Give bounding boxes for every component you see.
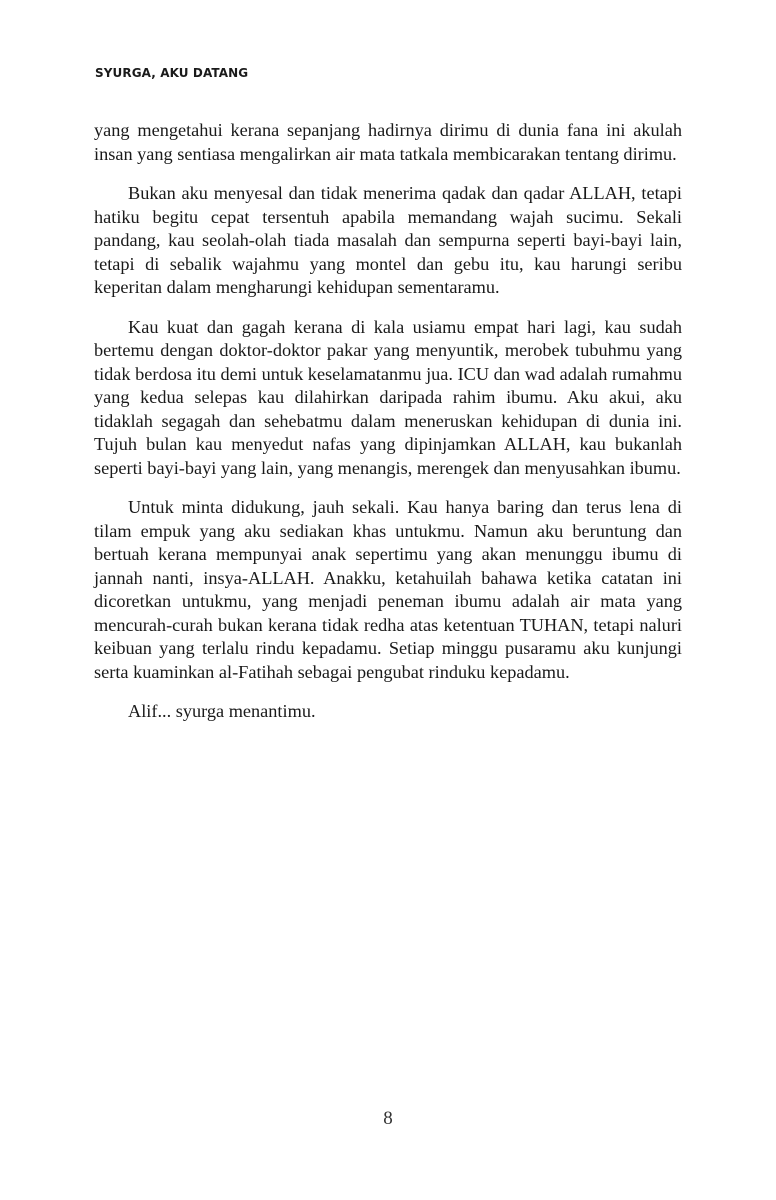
page-number: 8 xyxy=(383,1108,393,1129)
paragraph-1: yang mengetahui kerana sepanjang hadirnya dirimu di dunia fana ini akulah insan yang sentiasa mengalirkan air mata tatkala membicarakan tentang dirimu. xyxy=(94,120,682,164)
paragraph-4: Untuk minta didukung, jauh sekali. Kau hanya baring dan terus lena di tilam empuk yang aku sediakan khas untukmu. Namun aku beruntung dan bertuah kerana mempunyai anak sepertimu yang akan menunggu ibumu di jannah nanti, insya-ALLAH. Anakku, ketahuilah bahawa ketika catatan ini dicoretkan untukmu, yang menjadi peneman ibumu adalah air mata yang mencurah-curah bukan kerana tidak redha atas ketentuan TUHAN, tetapi naluri keibuan yang terlalu rindu kepadamu. Setiap minggu pusaramu aku kunjungi serta kuaminkan al-Fatihah sebagai pengubat rinduku kepadamu. xyxy=(94,497,682,682)
paragraph-2: Bukan aku menyesal dan tidak menerima qadak dan qadar ALLAH, tetapi hatiku begitu cepat tersentuh apabila memandang wajah sucimu. Sekali pandang, kau seolah-olah tiada masalah dan sempurna seperti bayi-bayi lain, tetapi di sebalik wajahmu yang montel dan gebu itu, kau harungi seribu keperitan dalam mengharungi kehidupan sementaramu. xyxy=(94,183,682,297)
paragraph-3: Kau kuat dan gagah kerana di kala usiamu empat hari lagi, kau sudah bertemu dengan doktor-doktor pakar yang menyuntik, merobek tubuhmu yang tidak berdosa itu demi untuk keselamatanmu jua. ICU dan wad adalah rumahmu yang kedua selepas kau dilahirkan daripada rahim ibumu. Aku akui, aku tidaklah segagah dan sehebatmu dalam meneruskan kehidupan di dunia ini. Tujuh bulan kau menyedut nafas yang dipinjamkan ALLAH, kau bukanlah seperti bayi-bayi yang lain, yang menangis, merengek dan menyusahkan ibumu. xyxy=(94,316,682,478)
running-header: SYURGA, AKU DATANG xyxy=(95,66,249,80)
body-text xyxy=(94,119,682,740)
paragraph-5: Alif... syurga menantimu. xyxy=(128,701,316,721)
